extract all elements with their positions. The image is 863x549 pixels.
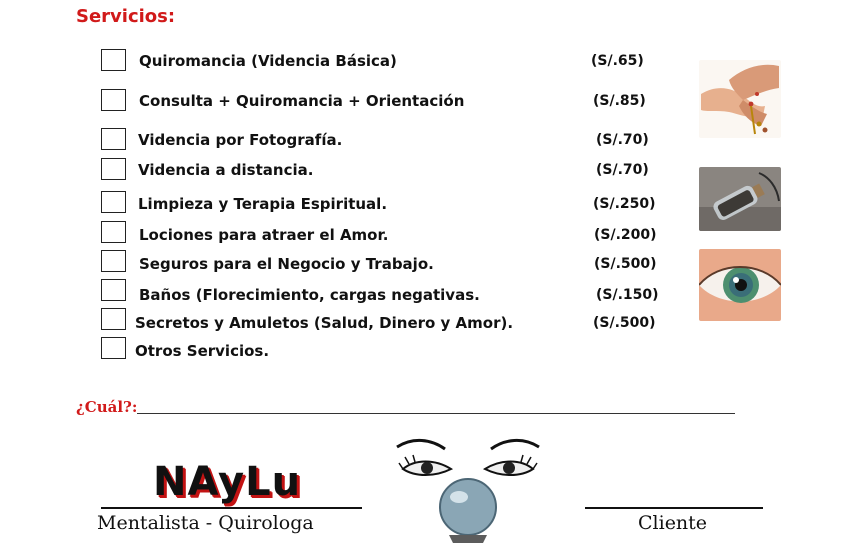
service-price: (S/.70) — [596, 162, 649, 178]
service-price: (S/.70) — [596, 132, 649, 148]
service-label: Secretos y Amuletos (Salud, Dinero y Amor). — [135, 314, 514, 332]
crystal-ball-illustration — [393, 435, 543, 547]
other-service-label: ¿Cuál?: — [76, 398, 138, 416]
service-price: (S/.500) — [594, 256, 657, 272]
service-label: Videncia por Fotografía. — [138, 131, 343, 149]
service-label: Consulta + Quiromancia + Orientación — [139, 92, 465, 110]
provider-signature-line — [101, 507, 362, 509]
amulet-bottle-photo — [699, 167, 781, 231]
service-price: (S/.150) — [596, 287, 659, 303]
provider-caption: Mentalista - Quirologa — [97, 512, 314, 534]
service-label: Quiromancia (Videncia Básica) — [139, 52, 397, 70]
service-price: (S/.500) — [593, 315, 656, 331]
service-checkbox[interactable] — [101, 250, 126, 272]
service-label: Limpieza y Terapia Espiritual. — [138, 195, 388, 213]
service-checkbox[interactable] — [101, 158, 126, 180]
service-price: (S/.65) — [591, 53, 644, 69]
service-price: (S/.250) — [593, 196, 656, 212]
service-price: (S/.85) — [593, 93, 646, 109]
other-service-line[interactable] — [137, 413, 735, 414]
eye-photo — [699, 249, 781, 321]
service-label: Videncia a distancia. — [138, 161, 314, 179]
brand-logo: NAyLu — [153, 459, 302, 505]
service-label: Baños (Florecimiento, cargas negativas. — [139, 286, 480, 304]
service-checkbox[interactable] — [101, 191, 126, 213]
service-checkbox[interactable] — [101, 221, 126, 243]
client-caption: Cliente — [638, 512, 708, 534]
service-label: Otros Servicios. — [135, 342, 270, 360]
service-checkbox[interactable] — [101, 49, 126, 71]
service-label: Lociones para atraer el Amor. — [139, 226, 389, 244]
service-checkbox[interactable] — [101, 128, 126, 150]
palm-reading-photo — [699, 60, 781, 138]
services-heading: Servicios: — [76, 6, 176, 27]
service-checkbox[interactable] — [101, 279, 126, 301]
service-checkbox[interactable] — [101, 308, 126, 330]
service-checkbox[interactable] — [101, 337, 126, 359]
client-signature-line — [585, 507, 763, 509]
service-checkbox[interactable] — [101, 89, 126, 111]
service-row — [0, 337, 863, 363]
service-price: (S/.200) — [594, 227, 657, 243]
service-label: Seguros para el Negocio y Trabajo. — [139, 255, 434, 273]
